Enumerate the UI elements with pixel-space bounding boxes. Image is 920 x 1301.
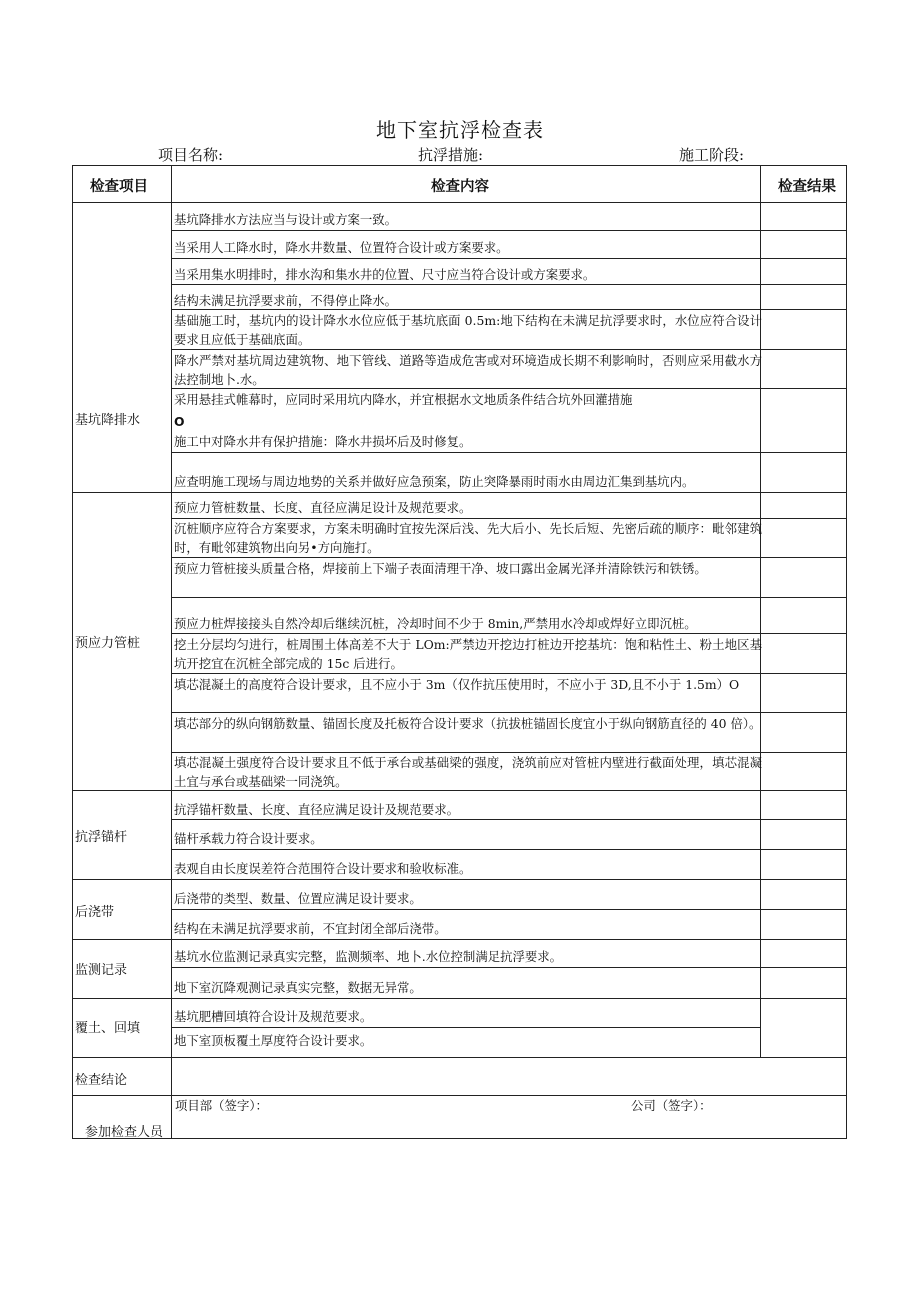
participants-label: 参加检查人员 bbox=[85, 1125, 164, 1140]
group-label: 后浇带 bbox=[75, 905, 115, 920]
row-divider bbox=[171, 388, 846, 389]
check-item: 地下室沉降观测记录真实完整，数据无异常。 bbox=[174, 980, 422, 995]
group-divider bbox=[73, 492, 846, 493]
row-divider bbox=[171, 819, 846, 820]
row-divider bbox=[171, 712, 846, 713]
row-divider bbox=[73, 202, 846, 203]
row-divider bbox=[171, 849, 846, 850]
header-inspection-content: 检查内容 bbox=[431, 179, 489, 195]
group-label: 抗浮锚杆 bbox=[75, 830, 128, 845]
row-divider bbox=[171, 230, 846, 231]
check-item: 锚杆承载力符合设计要求。 bbox=[174, 831, 323, 846]
row-divider bbox=[171, 673, 846, 674]
check-item: 填芯部分的纵向钢筋数量、锚固长度及托板符合设计要求（抗拔桩锚固长度宜小于纵向钢筋直径的 40 倍）。 bbox=[174, 716, 762, 731]
col-divider bbox=[171, 166, 172, 1139]
row-divider bbox=[171, 1027, 761, 1028]
check-item: 地下室顶板覆土厚度符合设计要求。 bbox=[174, 1033, 373, 1048]
page-title: 地下室抗浮检查表 bbox=[376, 118, 544, 142]
check-item: 当采用集水明排时，排水沟和集水井的位置、尺寸应当符合设计或方案要求。 bbox=[174, 267, 596, 282]
check-item: 当采用人工降水时，降水井数量、位置符合设计或方案要求。 bbox=[174, 240, 509, 255]
company-signature: 公司（签字）： bbox=[631, 1098, 712, 1113]
row-divider bbox=[171, 633, 846, 634]
project-dept-signature: 项目部（签字）： bbox=[175, 1098, 268, 1113]
check-item: 基坑肥槽回填符合设计及规范要求。 bbox=[174, 1009, 373, 1024]
row-divider bbox=[171, 309, 846, 310]
group-label: 覆土、回填 bbox=[75, 1021, 141, 1036]
group-label: 监测记录 bbox=[75, 963, 128, 978]
check-item: 基坑水位监测记录真实完整，监测频率、地卜.水位控制满足抗浮要求。 bbox=[174, 949, 563, 964]
check-item: 结构未满足抗浮要求前，不得停止降水。 bbox=[174, 293, 398, 308]
check-item: 表观自由长度误差符合范围符合设计要求和验收标准。 bbox=[174, 861, 472, 876]
col-divider bbox=[760, 166, 761, 202]
row-divider bbox=[171, 597, 846, 598]
check-item: 施工中对降水井有保护措施：降水井损坏后及时修复。 bbox=[174, 434, 472, 449]
check-item: 预应力管桩数量、长度、直径应满足设计及规范要求。 bbox=[174, 500, 472, 515]
check-item: 基础施工时，基坑内的设计降水水位应低于基坑底面 0.5m:地下结构在未满足抗浮要求时，水位应符合设计要求且应低于基础底面。 bbox=[174, 313, 762, 347]
check-item: 预应力桩焊接接头自然冷却后继续沉桩，冷却时间不少于 8min,严禁用水冷却或焊好立即沉桩。 bbox=[174, 616, 697, 631]
row-divider bbox=[171, 557, 846, 558]
row-divider bbox=[171, 284, 846, 285]
group-divider bbox=[73, 790, 846, 791]
row-divider bbox=[171, 967, 846, 968]
check-item: 降水严禁对基坑周边建筑物、地下管线、道路等造成危害或对环境造成长期不利影响时，否则应采用截水方法控制地卜.水。 bbox=[174, 353, 762, 387]
group-divider bbox=[73, 939, 846, 940]
row-divider bbox=[171, 452, 846, 453]
check-item: 挖土分层均匀进行，桩周围土体高差不大于 LOm:严禁边开挖边打桩边开挖基坑：饱和粘性土、粉土地区基坑开挖宜在沉桩全部完成的 15c 后进行。 bbox=[174, 637, 762, 671]
inspection-table bbox=[72, 165, 847, 1139]
check-item: 后浇带的类型、数量、位置应满足设计要求。 bbox=[174, 891, 422, 906]
check-item: 基坑降排水方法应当与设计或方案一致。 bbox=[174, 212, 398, 227]
check-item: 结构在未满足抗浮要求前，不宜封闭全部后浇带。 bbox=[174, 921, 447, 936]
row-divider bbox=[171, 349, 846, 350]
group-divider bbox=[73, 998, 846, 999]
row-divider bbox=[171, 909, 846, 910]
row-divider bbox=[171, 258, 846, 259]
header-inspection-item: 检查项目 bbox=[90, 179, 148, 195]
check-item: 填芯混凝土强度符合设计要求且不低于承台或基础梁的强度，浇筑前应对管桩内壁进行截面处理，填芯混凝土宜与承台或基础梁一同浇筑。 bbox=[174, 755, 762, 789]
check-item: 采用悬挂式帷幕时，应同时采用坑内降水，并宜根据水文地质条件结合坑外回灌措施 bbox=[174, 392, 633, 407]
check-item-continuation: O bbox=[174, 414, 185, 429]
check-item: 填芯混凝土的高度符合设计要求，且不应小于 3m（仅作抗压使用时，不应小于 3D,且不小于 1.5m）O bbox=[174, 677, 740, 692]
check-item: 预应力管桩接头质量合格，焊接前上下端子表面清理干净、坡口露出金属光泽并清除铁污和铁锈。 bbox=[174, 561, 707, 576]
check-item: 沉桩顺序应符合方案要求，方案未明确时宜按先深后浅、先大后小、先长后短、先密后疏的顺序：毗邻建筑时，有毗邻建筑物出向另•方向施打。 bbox=[174, 521, 762, 555]
group-divider bbox=[73, 1057, 846, 1058]
conclusion-label: 检查结论 bbox=[75, 1073, 128, 1088]
anti-float-measure-label: 抗浮措施: bbox=[418, 146, 484, 164]
construction-stage-label: 施工阶段: bbox=[679, 146, 745, 164]
group-label: 预应力管桩 bbox=[75, 636, 141, 651]
group-label: 基坑降排水 bbox=[75, 413, 141, 428]
check-item: 应查明施工现场与周边地势的关系并做好应急预案，防止突降暴雨时雨水由周边汇集到基坑内。 bbox=[174, 474, 695, 489]
project-name-label: 项目名称: bbox=[158, 146, 224, 164]
check-item: 抗浮锚杆数量、长度、直径应满足设计及规范要求。 bbox=[174, 802, 459, 817]
group-divider bbox=[73, 879, 846, 880]
header-inspection-result: 检查结果 bbox=[778, 179, 836, 195]
